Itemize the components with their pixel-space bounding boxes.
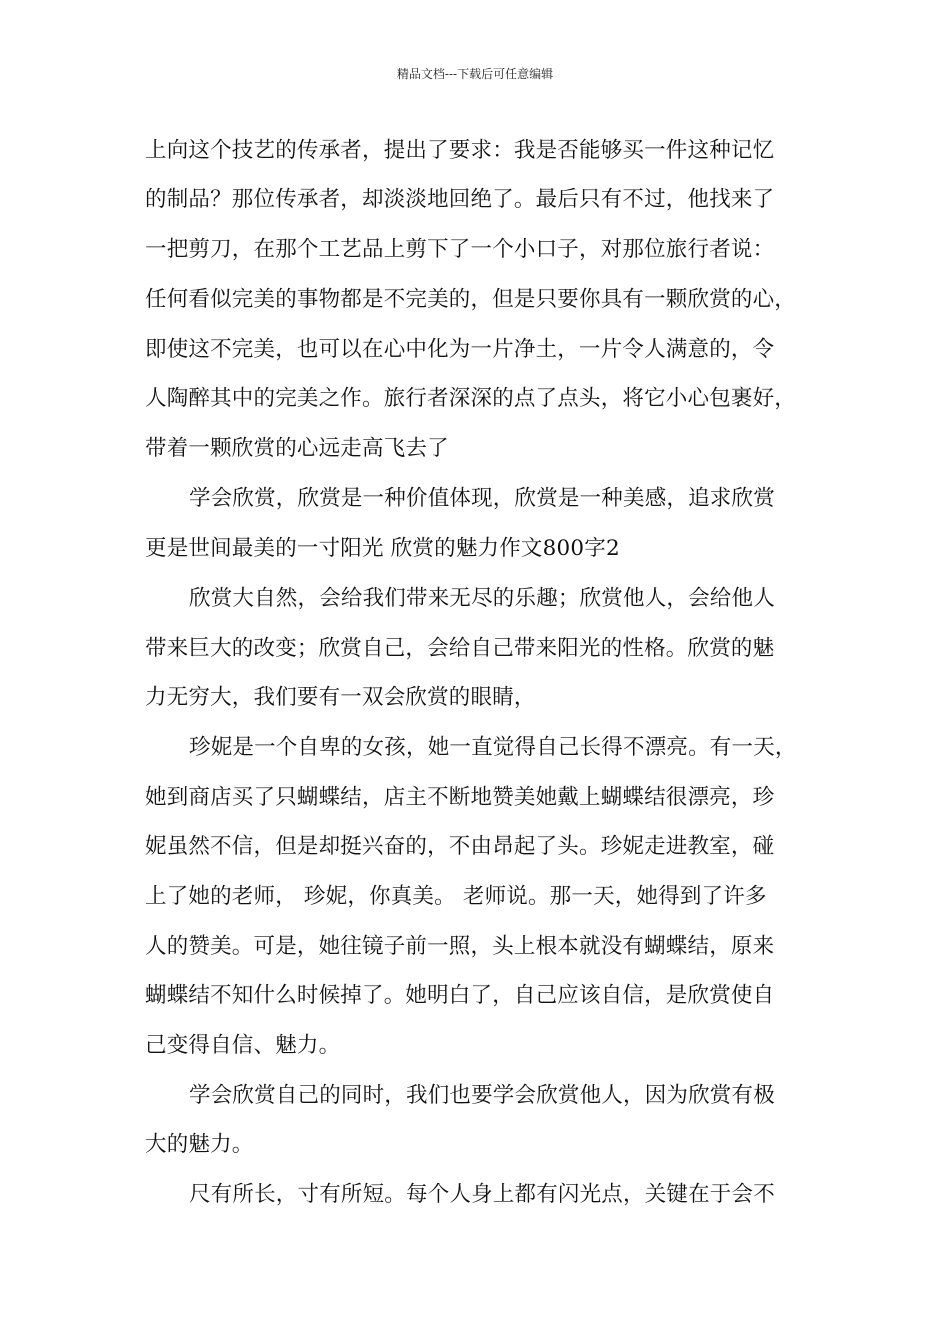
text-line: 大的魅力。: [145, 1132, 254, 1157]
text-line: 力无穷大，我们要有一双会欣赏的眼睛，: [145, 685, 536, 710]
text-line: 人的赞美。可是，她往镜子前一照，头上根本就没有蝴蝶结，原来: [145, 934, 775, 959]
page-header: 精品文档---下载后可任意编辑: [396, 67, 554, 81]
paragraph-first-line: 珍妮是一个自卑的女孩，她一直觉得自己长得不漂亮。有一天，: [189, 735, 797, 760]
text-line: 她到商店买了只蝴蝶结，店主不断地赞美她戴上蝴蝶结很漂亮，珍: [145, 785, 775, 810]
text-line: 任何看似完美的事物都是不完美的，但是只要你具有一颗欣赏的心，: [145, 287, 797, 312]
paragraph-first-line: 欣赏大自然，会给我们带来无尽的乐趣；欣赏他人，会给他人: [189, 586, 775, 611]
text-line: 更是世间最美的一寸阳光 欣赏的魅力作文800字2: [145, 536, 620, 561]
paragraph-first-line: 学会欣赏自己的同时，我们也要学会欣赏他人，因为欣赏有极: [189, 1083, 775, 1108]
text-line: 上了她的老师， 珍妮，你真美。 老师说。那一天，她得到了许多: [145, 884, 767, 909]
text-line: 妮虽然不信，但是却挺兴奋的，不由昂起了头。珍妮走进教室，碰: [145, 834, 775, 859]
text-line: 带着一颗欣赏的心远走高飞去了: [145, 436, 449, 461]
text-line: 带来巨大的改变；欣赏自己，会给自己带来阳光的性格。欣赏的魅: [145, 636, 775, 661]
text-line: 人陶醉其中的完美之作。旅行者深深的点了点头，将它小心包裹好，: [145, 386, 797, 411]
text-line: 上向这个技艺的传承者，提出了要求：我是否能够买一件这种记忆: [145, 138, 775, 163]
text-line: 即使这不完美，也可以在心中化为一片净土，一片令人满意的，令: [145, 337, 775, 362]
paragraph-first-line: 尺有所长，寸有所短。每个人身上都有闪光点，关键在于会不: [189, 1182, 775, 1207]
text-line: 的制品？那位传承者，却淡淡地回绝了。最后只有不过，他找来了: [145, 187, 775, 212]
paragraph-first-line: 学会欣赏，欣赏是一种价值体现，欣赏是一种美感，追求欣赏: [189, 486, 775, 511]
text-line: 蝴蝶结不知什么时候掉了。她明白了，自己应该自信，是欣赏使自: [145, 983, 775, 1008]
text-line: 己变得自信、魅力。: [145, 1033, 341, 1058]
text-line: 一把剪刀，在那个工艺品上剪下了一个小口子，对那位旅行者说：: [145, 237, 775, 262]
